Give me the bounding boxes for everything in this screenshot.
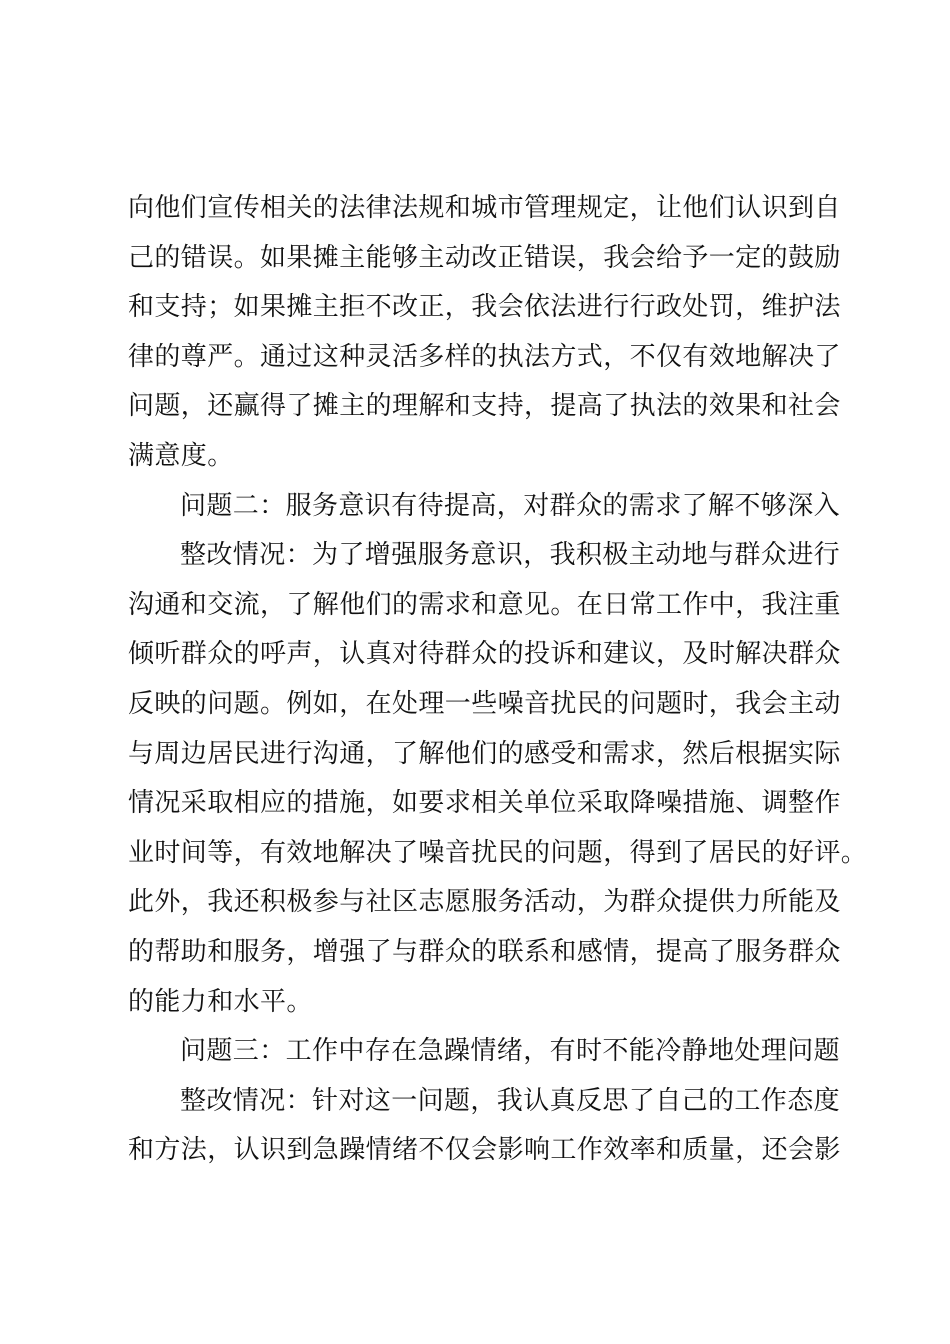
body-text-line: 己的错误。如果摊主能够主动改正错误，我会给予一定的鼓励 (128, 242, 841, 273)
body-text-line: 的帮助和服务，增强了与群众的联系和感情，提高了服务群众 (128, 936, 841, 967)
body-text-line: 与周边居民进行沟通，了解他们的感受和需求，然后根据实际 (128, 738, 841, 769)
body-text-line: 情况采取相应的措施，如要求相关单位采取降噪措施、调整作 (128, 788, 841, 819)
body-text-line: 律的尊严。通过这种灵活多样的执法方式，不仅有效地解决了 (128, 341, 841, 372)
paragraph-start-line: 整改情况：为了增强服务意识，我积极主动地与群众进行 (180, 540, 841, 571)
section-heading-problem-3: 问题三：工作中存在急躁情绪，有时不能冷静地处理问题 (180, 1036, 841, 1067)
body-text-line: 向他们宣传相关的法律法规和城市管理规定，让他们认识到自 (128, 193, 841, 223)
body-text-line: 此外，我还积极参与社区志愿服务活动，为群众提供力所能及 (128, 887, 841, 918)
body-text-line: 反映的问题。例如，在处理一些噪音扰民的问题时，我会主动 (128, 688, 841, 719)
paragraph-start-line: 整改情况：针对这一问题，我认真反思了自己的工作态度 (180, 1085, 841, 1116)
body-text-line: 和方法，认识到急躁情绪不仅会影响工作效率和质量，还会影 (128, 1135, 841, 1166)
body-text-line: 满意度。 (128, 440, 234, 471)
section-heading-problem-2: 问题二：服务意识有待提高，对群众的需求了解不够深入 (180, 490, 841, 521)
body-text-line: 沟通和交流，了解他们的需求和意见。在日常工作中，我注重 (128, 589, 841, 620)
body-text-line: 业时间等，有效地解决了噪音扰民的问题，得到了居民的好评。 (128, 837, 868, 868)
body-text-line: 的能力和水平。 (128, 986, 313, 1017)
body-text-line: 倾听群众的呼声，认真对待群众的投诉和建议，及时解决群众 (128, 639, 841, 670)
document-body (128, 184, 868, 1176)
body-text-line: 和支持；如果摊主拒不改正，我会依法进行行政处罚，维护法 (128, 292, 841, 323)
body-text-line: 问题，还赢得了摊主的理解和支持，提高了执法的效果和社会 (128, 391, 841, 422)
